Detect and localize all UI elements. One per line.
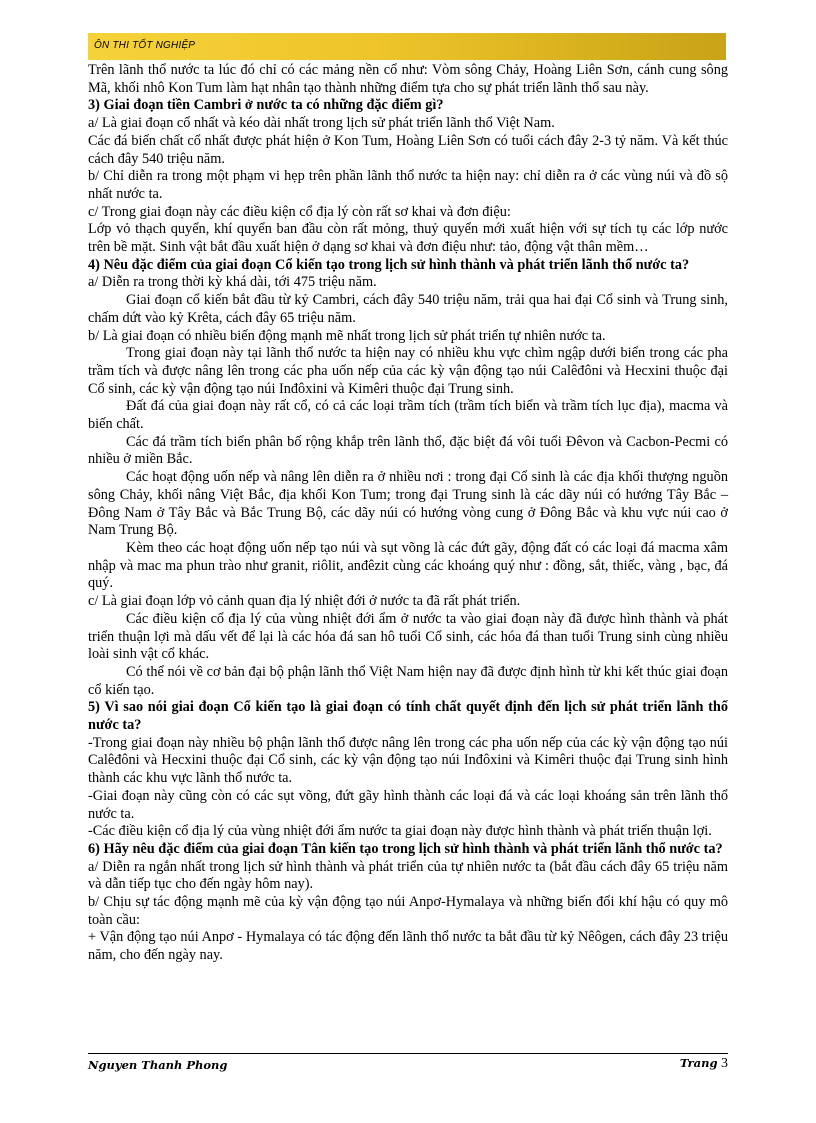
section-heading: 5) Vì sao nói giai đoạn Cổ kiến tạo là giai đoạn có tính chất quyết định đến lịch sử phát triển lãnh thổ nước ta?	[88, 699, 728, 734]
footer-page-label: Trang	[679, 1056, 718, 1070]
body-paragraph: Đất đá của giai đoạn này rất cổ, có cả các loại trầm tích (trầm tích biển và trầm tích lục địa), macma và biến chất.	[88, 398, 728, 433]
body-paragraph: Giai đoạn cổ kiến bắt đầu từ kỷ Cambri, cách đây 540 triệu năm, trải qua hai đại Cổ sinh và Trung sinh, chấm dứt vào kỷ Krêta, cách đây 65 triệu năm.	[88, 292, 728, 326]
header-title: ÔN THI TỐT NGHIỆP	[94, 40, 196, 51]
section-heading: 4) Nêu đặc điểm của giai đoạn Cổ kiến tạo trong lịch sử hình thành và phát triển lãnh thổ nước ta?	[88, 256, 690, 273]
body-paragraph: -Các điều kiện cổ địa lý của vùng nhiệt đới ẩm nước ta giai đoạn này được hình thành và phát triển thuận lợi.	[88, 823, 712, 840]
body-paragraph: Trên lãnh thổ nước ta lúc đó chỉ có các mảng nền cổ như: Vòm sông Chảy, Hoàng Liên Sơn, cánh cung sông Mã, khối nhô Kon Tum làm hạt nhân tạo thành những điểm tựa cho sự phát triển lãnh thổ sau này.	[88, 62, 728, 96]
body-paragraph: a/ Diễn ra trong thời kỳ khá dài, tới 475 triệu năm.	[88, 274, 377, 291]
header-banner	[88, 33, 726, 60]
footer-divider	[88, 1053, 728, 1054]
body-paragraph: + Vận động tạo núi Anpơ - Hymalaya có tác động đến lãnh thổ nước ta bắt đầu từ kỷ Nêôgen, cách đây 23 triệu năm, cho đến ngày nay.	[88, 929, 728, 964]
body-paragraph: Các điều kiện cổ địa lý của vùng nhiệt đới ẩm ở nước ta vào giai đoạn này đã được hình thành và phát triển thuận lợi mà dấu vết để lại là các hóa đá san hô tuổi Cổ sinh, các hóa đá than tuổi Trung sinh cùng nhiều loài sinh vật cổ khác.	[88, 610, 728, 663]
body-paragraph: b/ Là giai đoạn có nhiều biến động mạnh mẽ nhất trong lịch sử phát triển tự nhiên nước ta.	[88, 327, 606, 344]
body-paragraph: Các hoạt động uốn nếp và nâng lên diễn ra ở nhiều nơi : trong đại Cổ sinh là các địa khối thượng nguồn sông Chảy, khối nâng Việt Bắc, địa khối Kon Tum; trong đại Trung sinh là các dãy núi có hướng Tây Bắc – Đông Nam ở Tây Bắc và Bắc Trung Bộ, các dãy núi có hướng vòng cung ở Đông Bắc và khu vực núi cao ở Nam Trung Bộ.	[88, 469, 728, 539]
body-paragraph: Trong giai đoạn này tại lãnh thổ nước ta hiện nay có nhiều khu vực chìm ngập dưới biển trong các pha trầm tích và được nâng lên trong các pha uốn nếp của các kỳ vận động tạo núi Calêđôni và Hecxini thuộc đại Cổ sinh, các kỳ vận động tạo núi Inđôxini và Kimêri thuộc đại Trung sinh.	[88, 345, 728, 397]
body-paragraph: Các đá trầm tích biển phân bố rộng khắp trên lãnh thổ, đặc biệt đá vôi tuổi Đêvon và Cacbon-Pecmi có nhiều ở miền Bắc.	[88, 433, 728, 468]
body-paragraph: c/ Trong giai đoạn này các điều kiện cổ địa lý còn rất sơ khai và đơn điệu:	[88, 203, 511, 220]
footer-page	[680, 1056, 728, 1072]
body-paragraph: b/ Chỉ diễn ra trong một phạm vi hẹp trên phần lãnh thổ nước ta hiện nay: chỉ diễn ra ở các vùng núi và đồ sộ nhất nước ta.	[88, 168, 728, 202]
footer-page-number: 3	[721, 1056, 728, 1071]
body-paragraph: a/ Là giai đoạn cổ nhất và kéo dài nhất trong lịch sử phát triển lãnh thổ Việt Nam.	[88, 115, 555, 132]
body-paragraph: b/ Chịu sự tác động mạnh mẽ của kỳ vận động tạo núi Anpơ-Hymalaya và những biến đổi khí hậu có quy mô toàn cầu:	[88, 894, 728, 928]
document-body	[88, 62, 728, 965]
section-heading: 3) Giai đoạn tiền Cambri ở nước ta có những đặc điểm gì?	[88, 97, 444, 114]
body-paragraph: -Trong giai đoạn này nhiều bộ phận lãnh thổ được nâng lên trong các pha uốn nếp của các kỳ vận động tạo núi Calêđôni và Hecxini thuộc đại Cổ sinh, các kỳ vận động tạo núi Inđôxini và Kimêri thuộc đại Trung sinh hình thành các khu vực lãnh thổ nước ta.	[88, 734, 728, 787]
body-paragraph: Các đá biến chất cổ nhất được phát hiện ở Kon Tum, Hoàng Liên Sơn có tuổi cách đây 2-3 tỷ năm. Và kết thúc cách đây 540 triệu năm.	[88, 132, 728, 167]
body-paragraph: c/ Là giai đoạn lớp vỏ cảnh quan địa lý nhiệt đới ở nước ta đã rất phát triển.	[88, 593, 521, 610]
body-paragraph: a/ Diễn ra ngắn nhất trong lịch sử hình thành và phát triển của tự nhiên nước ta (bắt đầu cách đây 65 triệu năm và dẫn tiếp tục cho đến ngày hôm nay).	[88, 858, 728, 893]
body-paragraph: Lớp vỏ thạch quyển, khí quyển ban đầu còn rất mỏng, thuỷ quyển mới xuất hiện với sự tích tụ các lớp nước trên bề mặt. Sinh vật bắt đầu xuất hiện ở dạng sơ khai và đơn điệu như: tảo, động vật thân mềm…	[88, 221, 728, 256]
section-heading: 6) Hãy nêu đặc điểm của giai đoạn Tân kiến tạo trong lịch sử hình thành và phát triển lãnh thổ nước ta?	[88, 840, 723, 857]
footer-author: Nguyen Thanh Phong	[88, 1058, 228, 1072]
body-paragraph: -Giai đoạn này cũng còn có các sụt võng, đứt gãy hình thành các loại đá và các loại khoáng sản trên lãnh thổ nước ta.	[88, 787, 728, 822]
body-paragraph: Kèm theo các hoạt động uốn nếp tạo núi và sụt võng là các đứt gãy, động đất có các loại đá macma xâm nhập và mac ma phun trào như granit, riôlit, anđêzit cùng các khoáng quý như : đồng, sắt, thiếc, vàng , bạc, đá quý.	[88, 539, 728, 592]
body-paragraph: Có thể nói về cơ bản đại bộ phận lãnh thổ Việt Nam hiện nay đã được định hình từ khi kết thúc giai đoạn cổ kiến tạo.	[88, 663, 728, 698]
